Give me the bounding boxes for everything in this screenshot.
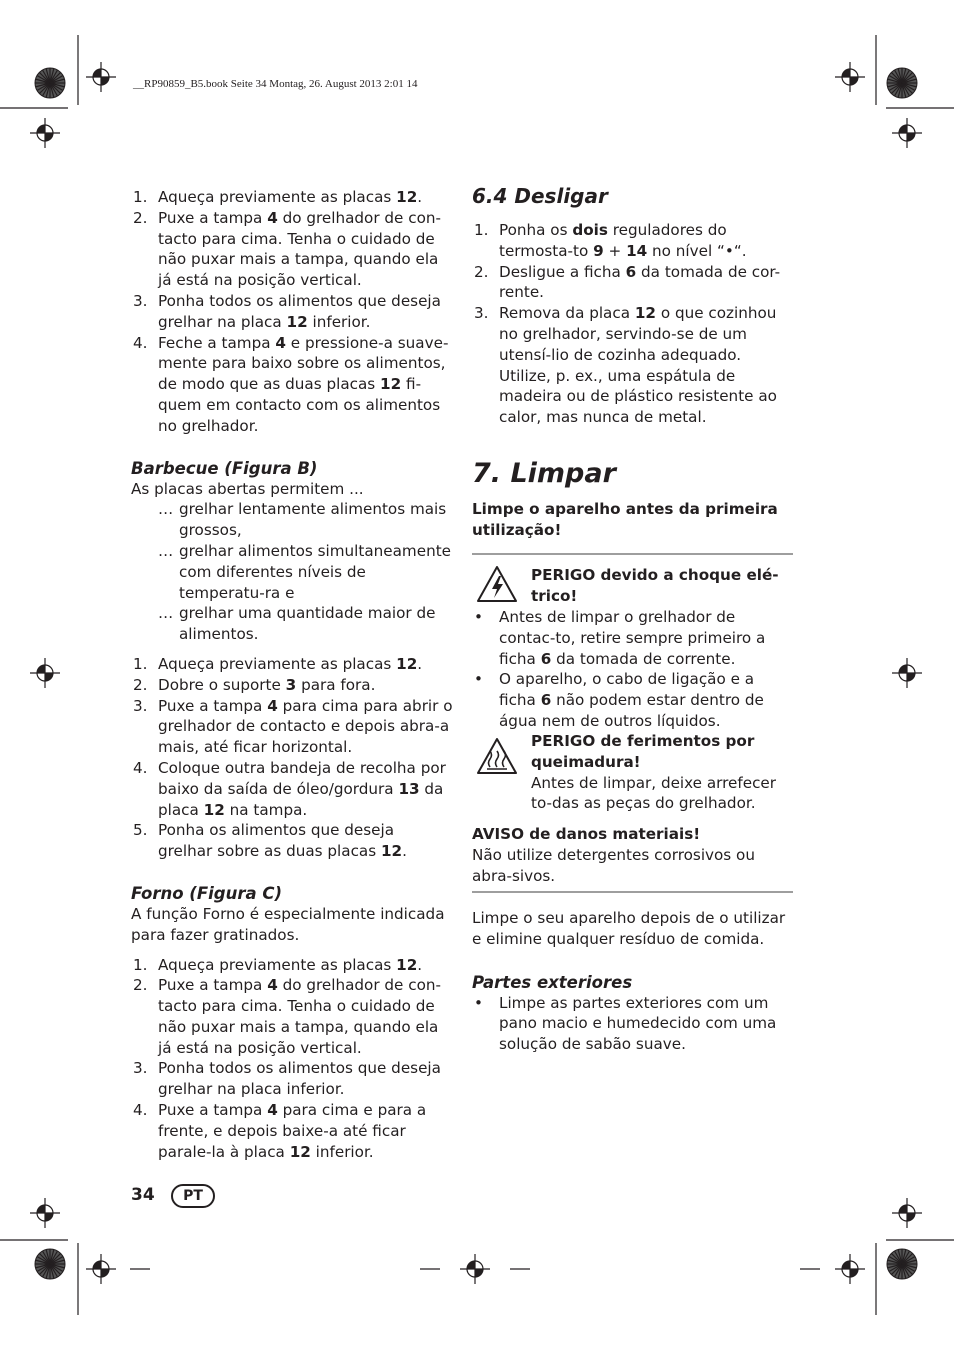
list-item: 4. Puxe a tampa 4 para cima e para a frente, e depois baixe-a até ficar parale-la à placa 12 inferior.	[133, 1101, 427, 1161]
partes-heading: Partes exteriores	[472, 972, 633, 992]
list-number: 3.	[133, 696, 148, 715]
list-number: 1.	[133, 955, 148, 974]
barbecue-heading: Barbecue (Figura B)	[131, 458, 318, 478]
barbecue-list	[131, 499, 453, 645]
limpe-text: Limpe o seu aparelho depois de o utilizar e elimine qualquer resíduo de comida.	[472, 909, 786, 948]
section-6-4-heading: 6.4 Desligar	[472, 184, 608, 208]
list-item: 2. Dobre o suporte 3 para fora.	[133, 675, 376, 694]
steps-list-1	[131, 187, 453, 437]
right-column-bottom	[472, 908, 794, 1055]
list-item: 1. Ponha os dois reguladores do termosta-to 9 + 14 no nível “•“.	[474, 221, 747, 260]
bullet-item: • Limpe as partes exteriores com um pano macio e humedecido com uma solução de sabão suave.	[474, 993, 777, 1054]
hot-surface-warning-icon	[476, 737, 518, 779]
list-item: 1. Aqueça previamente as placas 12.	[133, 188, 423, 206]
danger-burn-title: PERIGO de ferimentos por queimadura!	[531, 732, 755, 771]
list-item: 3. Remova da placa 12 o que cozinhou no grelhador, servindo-se de um utensí-lio de cozinha adequado. Utilize, p. ex., uma espátula de madeira ou de plástico resistente ao calor, mas nunca de metal.	[474, 304, 777, 427]
list-item: 1. Aqueça previamente as placas 12.	[133, 654, 423, 673]
left-column	[131, 187, 453, 1162]
danger-electric-title: PERIGO devido a choque elé-trico!	[531, 566, 779, 605]
list-number: 1.	[474, 221, 489, 239]
right-column	[472, 184, 794, 541]
list-number: 3.	[474, 304, 489, 323]
partes-list	[472, 993, 794, 1055]
list-number: 3.	[133, 291, 148, 310]
section-7-heading: 7. Limpar	[472, 457, 616, 489]
barbecue-intro: As placas abertas permitem ...	[131, 479, 364, 498]
list-number: 2.	[133, 976, 148, 995]
danger-electric	[531, 565, 793, 607]
bullet-item: • O aparelho, o cabo de ligação e a ficha 6 não podem estar dentro de água nem de outros líquidos.	[474, 670, 764, 730]
list-number: 2.	[133, 675, 148, 694]
list-number: 2.	[133, 208, 148, 227]
ellipsis-marker: …	[158, 541, 174, 560]
list-item: 2. Puxe a tampa 4 do grelhador de con-tacto para cima. Tenha o cuidado de não puxar mais a tampa, quando ela já está na posição vertical.	[133, 208, 441, 290]
ellipsis-marker: …	[158, 500, 174, 519]
bullet-marker: •	[474, 608, 483, 626]
danger-burn	[531, 731, 793, 814]
list-number: 1.	[133, 654, 148, 673]
list-number: 3.	[133, 1059, 148, 1078]
list-number: 1.	[133, 188, 148, 206]
desligar-steps	[472, 220, 794, 428]
aviso-text: Não utilize detergentes corrosivos ou abra-sivos.	[472, 845, 755, 885]
bullet-marker: •	[474, 670, 483, 689]
list-item: 2. Puxe a tampa 4 do grelhador de con-tacto para cima. Tenha o cuidado de não puxar mais a tampa, quando ela já está na posição vertical.	[133, 976, 441, 1057]
list-item: 2. Desligue a ficha 6 da tomada de cor-rente.	[474, 262, 781, 302]
aviso-block	[472, 824, 794, 886]
list-number: 4.	[133, 333, 148, 352]
list-item: … grelhar uma quantidade maior de alimentos.	[158, 604, 436, 644]
list-item: … grelhar lentamente alimentos mais grossos,	[158, 500, 447, 540]
bullet-marker: •	[474, 993, 483, 1012]
danger-electric-items	[472, 607, 794, 732]
list-number: 4.	[133, 758, 148, 777]
print-header-line: __RP90859_B5.book Seite 34 Montag, 26. August 2013 2:01 14	[133, 78, 418, 90]
list-item: 4. Coloque outra bandeja de recolha por baixo da saída de óleo/gordura 13 da placa 12 na tampa.	[133, 758, 446, 819]
divider-bottom	[472, 891, 793, 893]
list-number: 4.	[133, 1101, 148, 1120]
divider-top	[472, 553, 793, 555]
electric-shock-warning-icon	[476, 565, 518, 607]
forno-intro: A função Forno é especialmente indicada para fazer gratinados.	[131, 904, 445, 944]
list-item: 4. Feche a tampa 4 e pressione-a suave-mente para baixo sobre os alimentos, de modo que as duas placas 12 fi-quem em contacto com os alimentos no grelhador.	[133, 333, 449, 435]
list-item: 1. Aqueça previamente as placas 12.	[133, 955, 423, 974]
list-item: 3. Puxe a tampa 4 para cima para abrir o grelhador de contacto e depois abra-a mais, até ficar horizontal.	[133, 696, 453, 757]
limpar-intro: Limpe o aparelho antes da primeira utilização!	[472, 499, 778, 539]
list-item: … grelhar alimentos simultaneamente com diferentes níveis de temperatu-ra e	[158, 541, 451, 602]
list-number: 5.	[133, 821, 148, 840]
danger-electric-list	[472, 607, 794, 732]
list-item: 3. Ponha todos os alimentos que deseja grelhar na placa inferior.	[133, 1059, 441, 1099]
steps-list-3	[131, 955, 453, 1163]
steps-list-2	[131, 654, 453, 862]
ellipsis-marker: …	[158, 604, 174, 623]
list-number: 2.	[474, 262, 489, 281]
list-item: 3. Ponha todos os alimentos que deseja grelhar na placa 12 inferior.	[133, 291, 441, 331]
forno-heading: Forno (Figura C)	[131, 883, 282, 903]
page-number: 34	[131, 1185, 155, 1205]
list-item: 5. Ponha os alimentos que deseja grelhar sobre as duas placas 12.	[133, 821, 407, 861]
language-badge: PT	[171, 1184, 215, 1208]
aviso-title: AVISO de danos materiais!	[472, 825, 701, 843]
bullet-item: • Antes de limpar o grelhador de contac-to, retire sempre primeiro a ficha 6 da tomada de corrente.	[474, 608, 766, 668]
danger-burn-text: Antes de limpar, deixe arrefecer to-das as peças do grelhador.	[531, 773, 777, 813]
